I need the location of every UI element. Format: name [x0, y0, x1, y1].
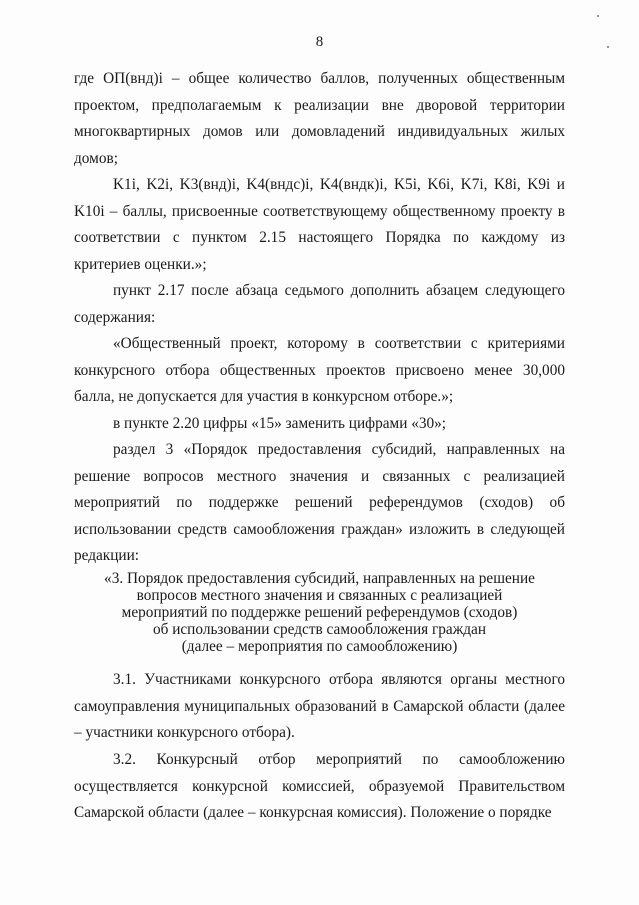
- section-heading-line: об использовании средств самообложения граждан: [152, 621, 487, 638]
- section-heading-line: мероприятий по поддержке решений референдумов (сходов): [121, 604, 518, 621]
- section-heading-line: вопросов местного значения и связанных с реализацией: [136, 587, 503, 604]
- section-heading: [74, 570, 565, 655]
- page-number: 8: [315, 34, 324, 50]
- paragraph-2-17-amendment: пункт 2.17 после абзаца седьмого дополнить абзацем следующего содержания:: [74, 282, 565, 326]
- paragraph-3-2: 3.2. Конкурсный отбор мероприятий по самообложению осуществляется конкурсной комиссией, образуемой Правительством Самарской области (далее – конкурсная комиссия). Положение о порядке: [74, 751, 565, 821]
- paragraph-2-20-amendment: в пункте 2.20 цифры «15» заменить цифрами «30»;: [113, 415, 447, 432]
- paragraph-op-definition: где ОП(внд)i – общее количество баллов, полученных общественным проектом, предполагаемым к реализации вне дворовой территории многоквартирных домов или домовладений индивидуальных жилых домов;: [74, 70, 565, 167]
- paragraph-k-definition: K1i, K2i, K3(внд)i, K4(вндс)i, K4(вндк)i, K5i, K6i, K7i, K8i, K9i и K10i – баллы, присвоенные соответствующему общественному проекту в соответствии с пунктом 2.15 настоящего Порядка по каждому из критериев оценки.»;: [74, 176, 565, 273]
- section-heading-line: (далее – мероприятия по самообложению): [181, 638, 458, 655]
- paragraph-quoted-insert: «Общественный проект, которому в соответствии с критериями конкурсного отбора общественных проектов присвоено менее 30,000 балла, не допускается для участия в конкурсном отборе.»;: [74, 335, 565, 405]
- scan-speck: [597, 15, 599, 17]
- section-heading-line: «3. Порядок предоставления субсидий, направленных на решение: [104, 570, 535, 587]
- paragraph-3-1: 3.1. Участниками конкурсного отбора являются органы местного самоуправления муниципальных образований в Самарской области (далее – участники конкурсного отбора).: [74, 671, 565, 741]
- scan-speck: [607, 46, 609, 48]
- paragraph-section-3-amendment: раздел 3 «Порядок предоставления субсидий, направленных на решение вопросов местного значения и связанных с реализацией мероприятий по поддержке решений референдумов (сходов) об использовании средств самообложения граждан» изложить в следующей редакции:: [74, 441, 565, 564]
